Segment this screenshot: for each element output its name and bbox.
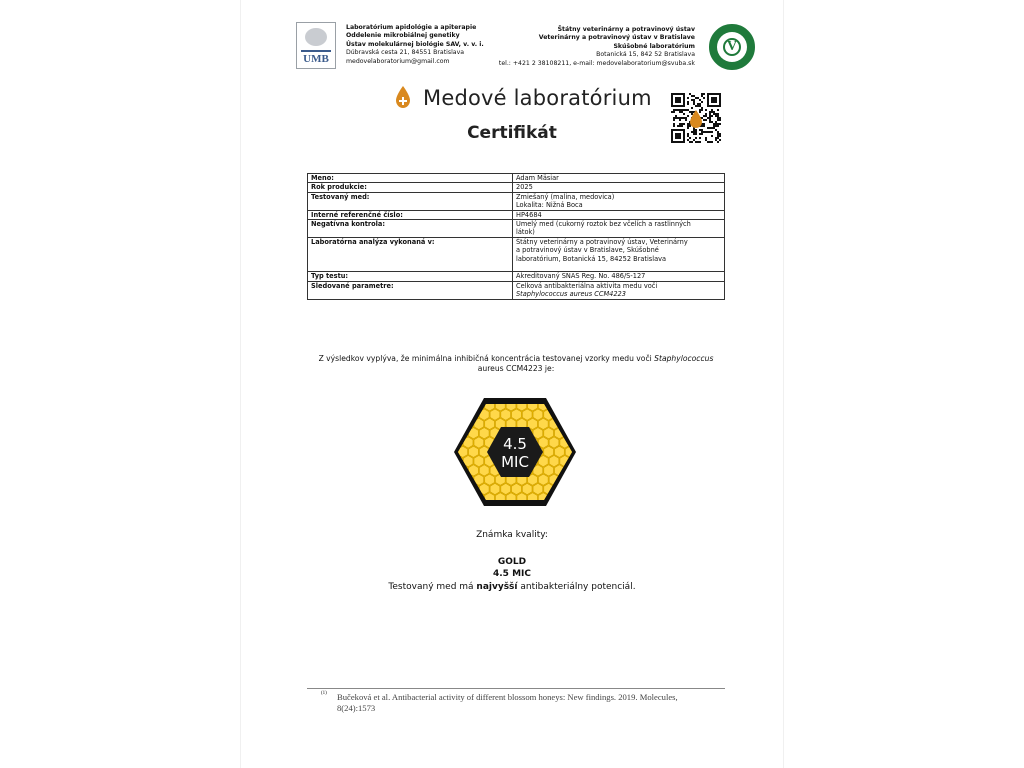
info-row [308, 281, 725, 299]
info-value [513, 174, 725, 183]
header-right-info [499, 26, 695, 68]
info-key: Testovaný med: [308, 192, 513, 210]
umb-logo-text: UMB [303, 53, 329, 65]
result-organism: Staphylococcus [654, 354, 714, 363]
svu-seal-icon: V [709, 24, 755, 70]
quality-grade-mic: 4.5 MIC [493, 569, 531, 579]
statement-bold: najvyšší [476, 582, 518, 592]
header-right-line3: Skúšobné laboratórium [613, 42, 695, 50]
certificate-info-table [307, 173, 725, 300]
header-left-line1: Laboratórium apidológie a apiterapie [346, 24, 477, 31]
info-row [308, 174, 725, 183]
info-value-line: Celková antibakteriálna aktivita medu voči [516, 281, 658, 290]
info-row [308, 272, 725, 281]
info-key: Rok produkcie: [308, 183, 513, 192]
info-row [308, 210, 725, 219]
footnote-text: Bučeková et al. Antibacterial activity of different blossom honeys: New findings. 2019. Molecules, 8(24):1573 [337, 692, 678, 713]
info-row [308, 220, 725, 238]
quality-statement [241, 582, 783, 592]
info-value-line: Staphylococcus aureus CCM4223 [516, 290, 626, 299]
certificate-title: Certifikát [467, 123, 557, 143]
info-value-line: Zmiešaný (malina, medovica) [516, 192, 615, 201]
info-value-line: HP4684 [516, 210, 542, 219]
info-row [308, 183, 725, 192]
header-right-contact: tel.: +421 2 38108211, e-mail: medovelaboratorium@svuba.sk [498, 59, 695, 67]
info-value [513, 183, 725, 192]
info-value [513, 237, 725, 272]
result-part1: Z výsledkov vyplýva, že minimálna inhibičná koncentrácia testovanej vzorky medu voči [318, 354, 655, 363]
info-key: Negatívna kontrola: [308, 220, 513, 238]
badge-value: 4.5 [503, 435, 527, 453]
info-value-line: 2025 [516, 183, 533, 192]
footnote-divider [307, 688, 725, 689]
info-value-line: Umelý med (cukorný roztok bez včelích a rastlinných [516, 220, 691, 229]
info-value-line: látok) [516, 228, 535, 237]
info-row [308, 237, 725, 272]
header-left-info [346, 24, 484, 66]
header-left-line4: Dúbravská cesta 21, 84551 Bratislava [346, 49, 465, 57]
footnote-number: (1) [321, 691, 327, 696]
brand-title: Medové laboratórium [423, 86, 652, 110]
header-left-email: medovelaboratorium@gmail.com [346, 57, 450, 65]
info-key: Sledované parametre: [308, 281, 513, 299]
info-key: Interné referenčné číslo: [308, 210, 513, 219]
info-key: Meno: [308, 174, 513, 183]
info-value [513, 272, 725, 281]
umb-emblem-icon [305, 28, 327, 46]
quality-grade: GOLD [497, 557, 527, 567]
result-sentence [307, 354, 725, 374]
certificate-page [241, 0, 783, 768]
info-key: Typ testu: [308, 272, 513, 281]
header-right-line2: Veterinárny a potravinový ústav v Bratislave [538, 34, 695, 42]
info-value [513, 192, 725, 210]
statement-pre: Testovaný med má [388, 582, 477, 592]
qr-code-icon [671, 93, 721, 143]
header-left-line3: Ústav molekulárnej biológie SAV, v. v. i. [346, 40, 484, 48]
info-value [513, 210, 725, 219]
statement-post: antibakteriálny potenciál. [517, 582, 636, 592]
info-value [513, 220, 725, 238]
header-left-line2: Oddelenie mikrobiálnej genetiky [346, 32, 460, 40]
info-key: Laboratórna analýza vykonaná v: [308, 237, 513, 272]
info-value-line: Akreditovaný SNAS Reg. No. 486/S-127 [516, 272, 646, 281]
info-value-line: Lokalita: Nižná Boca [516, 201, 583, 210]
info-row [308, 192, 725, 210]
badge-unit: MIC [501, 453, 529, 471]
result-part2: aureus CCM4223 je: [477, 364, 555, 373]
info-value-line: laboratórium, Botanická 15, 84252 Bratislava [516, 254, 667, 263]
info-value-line: a potravinový ústav v Bratislave, Skúšobné [516, 246, 659, 255]
info-value-line: Adam Mäsiar [516, 174, 559, 182]
header-right-line1: Štátny veterinárny a potravinový ústav [557, 26, 695, 33]
mic-hexagon-badge [452, 396, 578, 508]
header-right-line4: Botanická 15, 842 52 Bratislava [596, 51, 695, 59]
quality-label: Známka kvality: [476, 530, 548, 540]
info-value [513, 281, 725, 299]
info-value-line: Štátny veterinárny a potravinový ústav, Veterinárny [516, 237, 688, 246]
honey-drop-plus-icon [394, 85, 412, 109]
info-value-line [516, 263, 721, 271]
umb-logo [296, 22, 336, 69]
